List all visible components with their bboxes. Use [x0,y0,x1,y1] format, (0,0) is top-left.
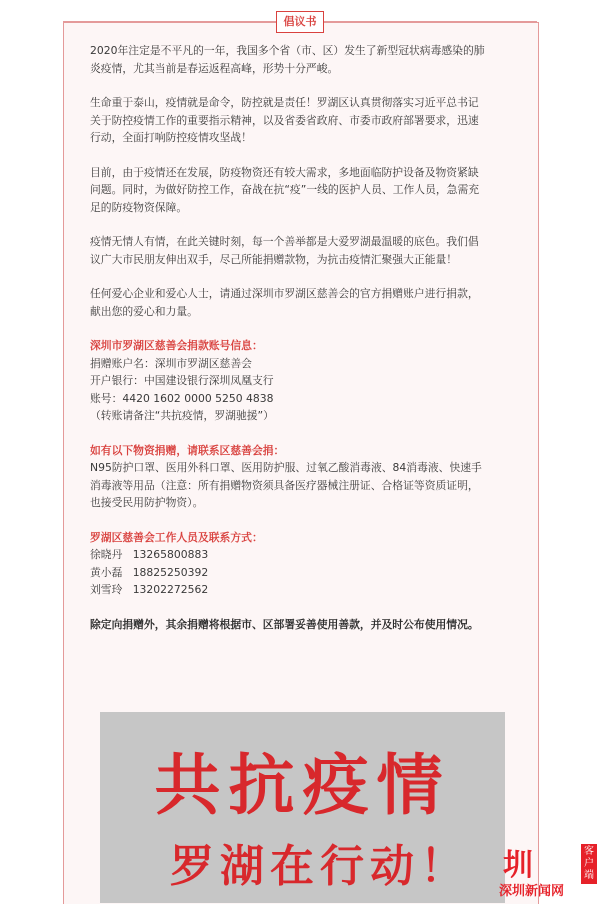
paragraph-5 [90,285,510,320]
contacts-section [90,529,510,599]
contact-row [90,564,510,582]
contact-name: 刘雪玲 [90,583,123,596]
contact-phone: 18825250392 [132,565,209,579]
supplies-heading: 如有以下物资捐赠，请联系区慈善会捐： [90,443,285,457]
brand-name: 深圳新闻网 [499,884,565,899]
text-line: 炎疫情，尤其当前是春运返程高峰，形势十分严峻。 [90,61,339,75]
poster-title: 共抗疫情 [154,747,451,824]
closing-text: 除定向捐赠外，其余捐赠将根据市、区部署妥善使用善款，并及时公布使用情况。 [90,617,479,631]
text-line: 议广大市民朋友伸出双手，尽己所能捐赠款物，为抗击疫情汇聚强大正能量！ [90,252,458,266]
account-note: （转账请备注“共抗疫情，罗湖驰援”） [90,409,274,422]
contact-phone: 13265800883 [132,548,209,561]
paragraph-1 [90,42,510,77]
brand-client-tag: 客户端 [581,844,597,884]
text-line: 问题。同时，为做好防控工作，奋战在抗“疫”一线的医护人员、工作人员，急需充 [90,183,480,196]
text-line: 消毒液等用品（注意：所有捐赠物资须具备医疗器械注册证、合格证等资质证明， [90,478,479,492]
paragraph-2 [90,94,510,147]
contact-name: 黄小磊 [90,565,123,579]
account-section [90,337,510,425]
campaign-poster [100,712,505,903]
news-site-watermark [493,840,600,903]
contact-phone: 13202272562 [132,583,209,596]
contacts-heading: 罗湖区慈善会工作人员及联系方式： [90,530,263,544]
text-line: 关于防控疫情工作的重要指示精神，以及省委省政府、市委市政府部署要求，迅速 [90,113,479,127]
article-body [90,42,510,650]
text-line: 献出您的爱心和力量。 [90,304,198,318]
contact-name: 徐晓丹 [90,548,123,561]
contact-row [90,581,510,599]
contact-row [90,546,510,564]
paragraph-3 [90,164,510,217]
paragraph-4 [90,233,510,268]
account-heading: 深圳市罗湖区慈善会捐款账号信息： [90,339,263,352]
closing-note [90,616,510,634]
text-line: 2020年注定是不平凡的一年，我国多个省（市、区）发生了新型冠状病毒感染的肺 [90,44,485,57]
text-line: 足的防疫物资保障。 [90,200,188,214]
text-line: 也接受民用防护物资）。 [90,496,204,509]
supplies-section [90,442,510,512]
poster-subtitle: 罗湖在行动！ [170,841,470,892]
text-line: 生命重于泰山，疫情就是命令，防控就是责任！罗湖区认真贯彻落实习近平总书记 [90,96,479,109]
divider-left [63,21,276,22]
account-bank: 开户银行：中国建设银行深圳凤凰支行 [90,374,274,387]
text-line: 目前，由于疫情还在发展，防疫物资还有较大需求，多地面临防护设备及物资紧缺 [90,165,479,179]
text-line: 行动，全面打响防控疫情攻坚战！ [90,131,252,144]
divider-right [323,21,537,22]
brand-logo: 圳 [503,848,533,883]
text-line: 疫情无情人有情，在此关键时刻，每一个善举都是大爱罗湖最温暖的底色。我们倡 [90,235,479,248]
text-line: N95防护口罩、医用外科口罩、医用防护服、过氧乙酸消毒液、84消毒液、快速手 [90,461,482,474]
account-number: 账号：4420 1602 0000 5250 4838 [90,391,274,405]
account-name: 捐赠账户名：深圳市罗湖区慈善会 [90,356,252,370]
text-line: 任何爱心企业和爱心人士，请通过深圳市罗湖区慈善会的官方捐赠账户进行捐款， [90,287,479,300]
document-tab-label: 倡议书 [276,11,324,33]
